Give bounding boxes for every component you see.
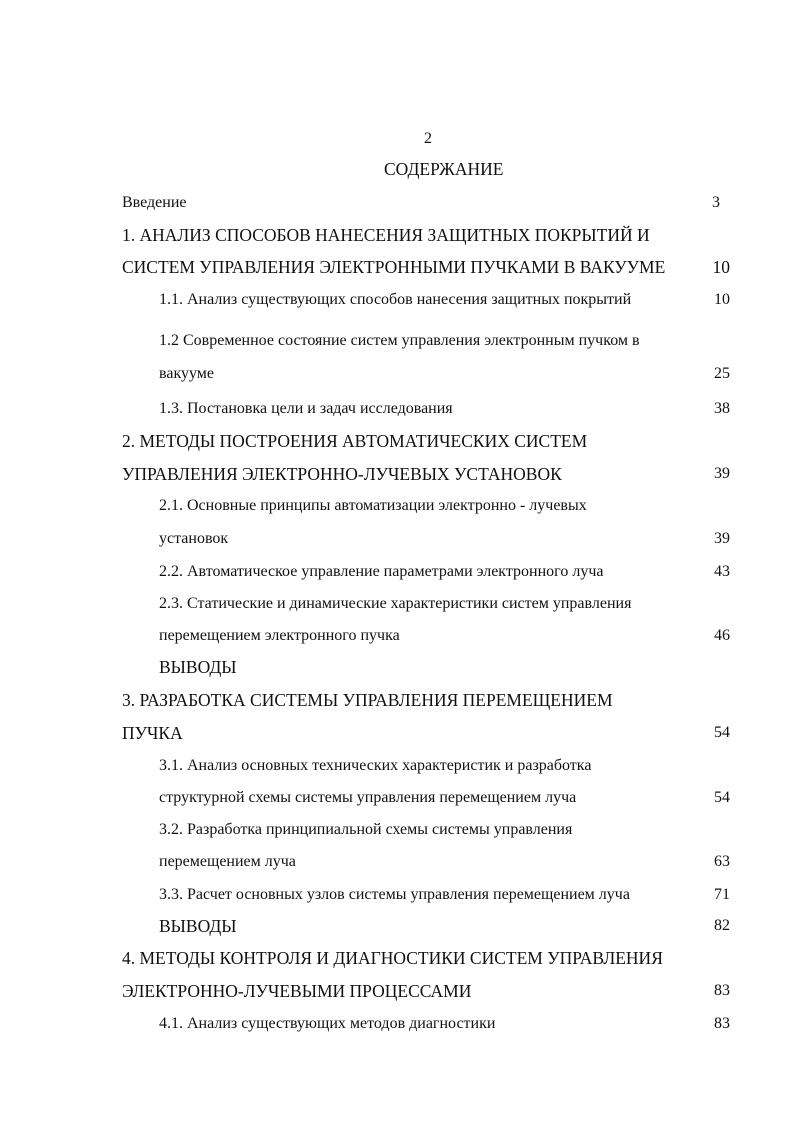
toc-entry-text: 3.3. Расчет основных узлов системы управления перемещением луча <box>159 886 630 903</box>
toc-entry-page: 10 <box>712 257 730 277</box>
toc-entry-page: 38 <box>714 400 730 417</box>
toc-entry-page: 39 <box>714 465 730 482</box>
toc-entry-text: ЭЛЕКТРОННО-ЛУЧЕВЫМИ ПРОЦЕССАМИ <box>122 981 472 1001</box>
toc-entry-page: 25 <box>714 365 730 382</box>
toc-entry-page: 46 <box>714 627 730 644</box>
toc-entry-text: вакууме <box>159 365 215 382</box>
toc-entry-page: 3 <box>712 194 720 211</box>
toc-entry-text: Введение <box>122 194 187 211</box>
toc-entry-text: ВЫВОДЫ <box>159 657 237 677</box>
toc-entry-text: 1.2 Современное состояние систем управления электронным пучком в <box>159 332 640 349</box>
toc-entry-page: 43 <box>714 563 730 580</box>
page-number: 2 <box>424 130 432 147</box>
toc-entry-text: перемещением луча <box>159 853 296 870</box>
toc-entry-text: 4. МЕТОДЫ КОНТРОЛЯ И ДИАГНОСТИКИ СИСТЕМ УПРАВЛЕНИЯ <box>122 948 663 968</box>
toc-entry-text: ПУЧКА <box>122 723 183 743</box>
toc-entry-text: структурной схемы системы управления перемещением луча <box>159 789 577 806</box>
toc-entry-page: 39 <box>714 530 730 547</box>
toc-entry-text: перемещением электронного пучка <box>159 627 400 644</box>
toc-entry-page: 83 <box>714 982 730 999</box>
toc-entry-text: 1. АНАЛИЗ СПОСОБОВ НАНЕСЕНИЯ ЗАЩИТНЫХ ПОКРЫТИЙ И <box>122 225 650 245</box>
toc-entry-text: СИСТЕМ УПРАВЛЕНИЯ ЭЛЕКТРОННЫМИ ПУЧКАМИ В ВАКУУМЕ <box>122 257 666 277</box>
toc-entry-text: 2.3. Статические и динамические характеристики систем управления <box>159 595 632 612</box>
toc-entry-text: ВЫВОДЫ <box>159 916 237 936</box>
toc-entry-text: 2. МЕТОДЫ ПОСТРОЕНИЯ АВТОМАТИЧЕСКИХ СИСТЕМ <box>122 431 588 451</box>
toc-entry-page: 71 <box>714 886 730 903</box>
toc-entry-text: УПРАВЛЕНИЯ ЭЛЕКТРОННО-ЛУЧЕВЫХ УСТАНОВОК <box>122 464 562 484</box>
toc-entry-text: 4.1. Анализ существующих методов диагностики <box>159 1015 496 1032</box>
toc-entry-page: 82 <box>714 917 730 934</box>
toc-entry-text: 2.1. Основные принципы автоматизации электронно - лучевых <box>159 497 587 514</box>
toc-entry-page: 10 <box>714 291 730 308</box>
toc-entry-page: 83 <box>714 1015 730 1032</box>
toc-entry-text: 1.3. Постановка цели и задач исследования <box>159 400 453 417</box>
toc-entry-text: установок <box>159 530 229 547</box>
toc-entry-text: 2.2. Автоматическое управление параметрами электронного луча <box>159 563 604 580</box>
toc-title: СОДЕРЖАНИЕ <box>384 159 504 179</box>
toc-entry-page: 54 <box>714 789 730 806</box>
toc-entry-text: 3. РАЗРАБОТКА СИСТЕМЫ УПРАВЛЕНИЯ ПЕРЕМЕЩЕНИЕМ <box>122 690 613 710</box>
toc-entry-text: 3.1. Анализ основных технических характеристик и разработка <box>159 757 592 774</box>
toc-entry-text: 1.1. Анализ существующих способов нанесения защитных покрытий <box>159 291 632 308</box>
toc-entry-page: 54 <box>714 724 730 741</box>
toc-entry-page: 63 <box>714 853 730 870</box>
toc-entry-text: 3.2. Разработка принципиальной схемы системы управления <box>159 821 573 838</box>
